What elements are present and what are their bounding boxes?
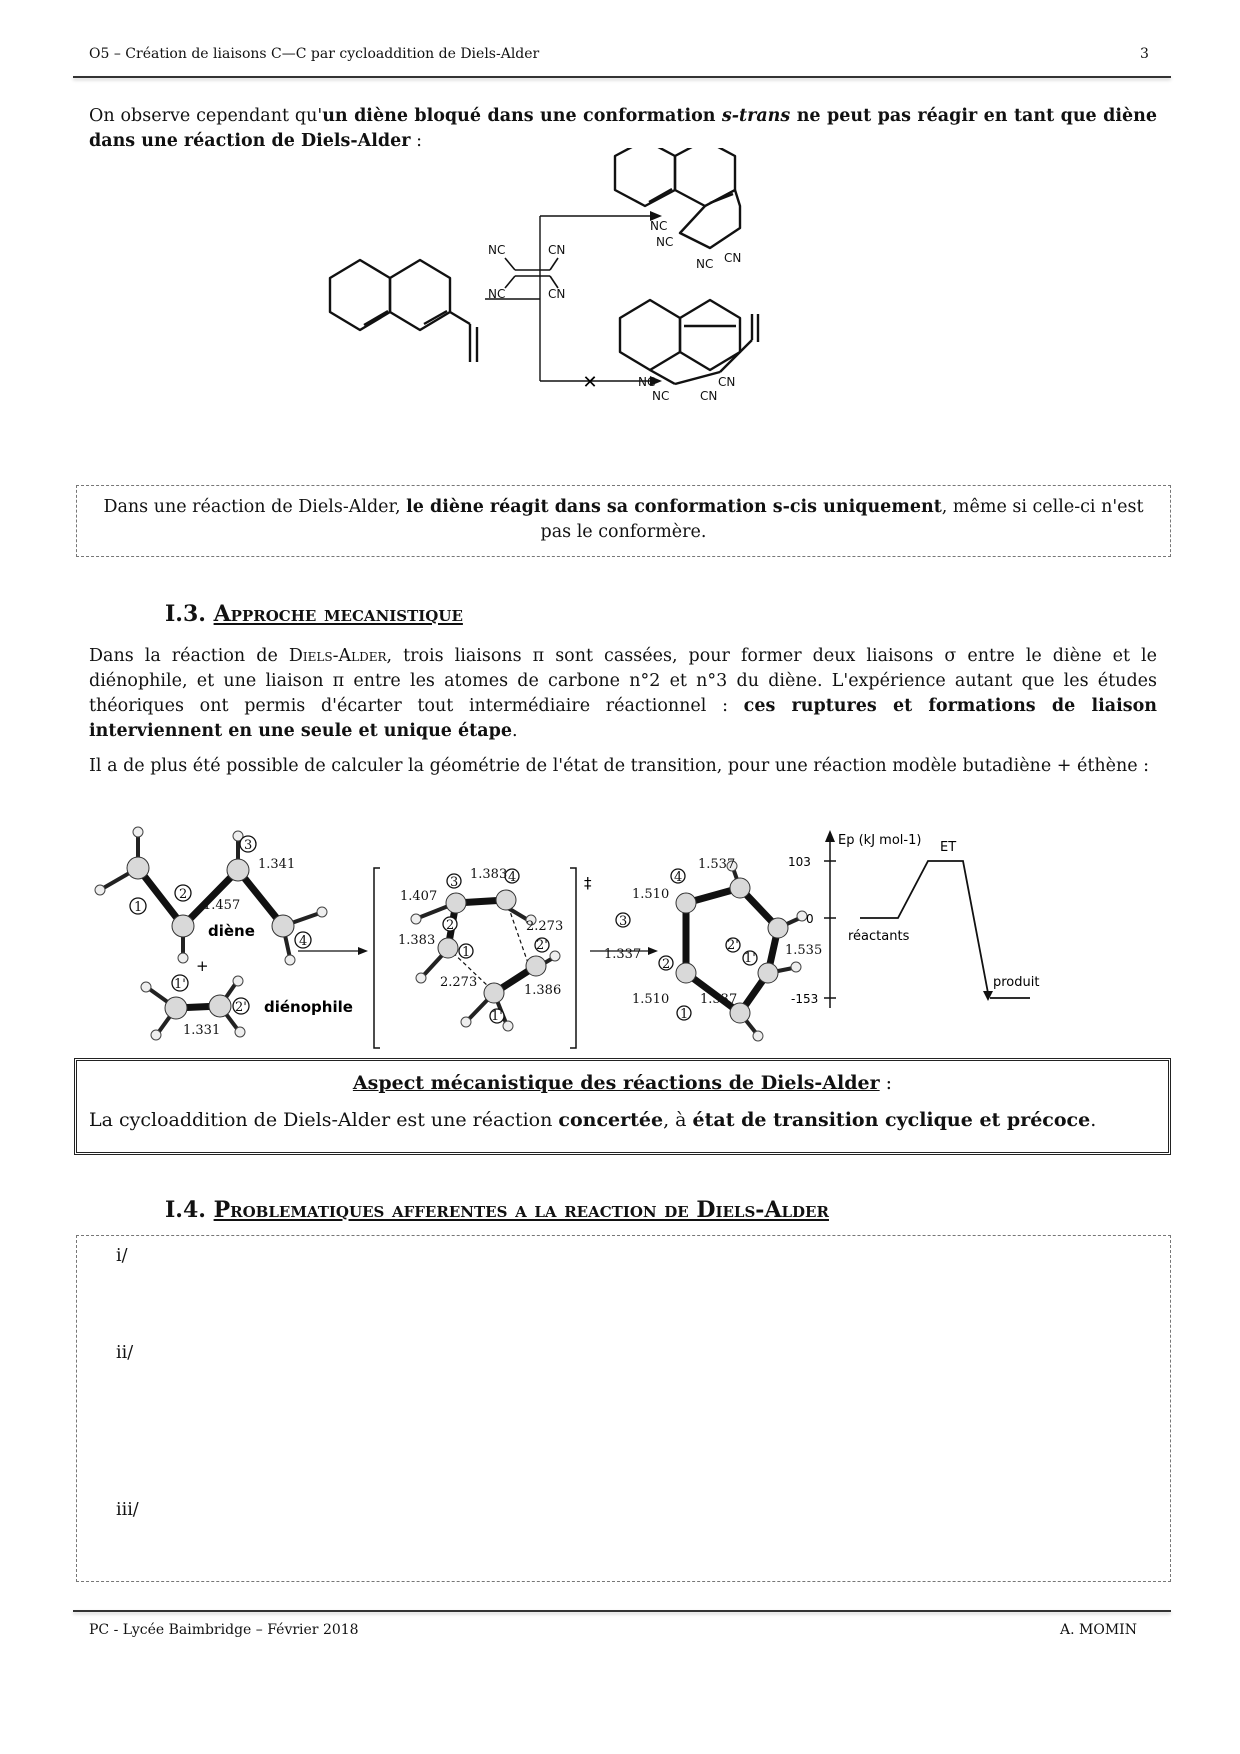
svg-text:2: 2 [446,918,455,933]
transition-state-model [398,867,563,1031]
svg-text:NC: NC [638,375,656,389]
svg-text:3: 3 [619,914,628,929]
svg-text:1.383: 1.383 [470,867,508,882]
svg-text:ET: ET [940,840,957,855]
svg-text:NC: NC [696,257,714,271]
svg-text:4: 4 [508,870,517,885]
s-trans-diene-structure [330,260,477,362]
svg-text:1.535: 1.535 [785,943,823,958]
svg-text:1.537: 1.537 [698,857,736,872]
problematic-item-1: i/ [116,1246,128,1266]
footer-rule [73,1610,1171,1612]
footer-left: PC - Lycée Baimbridge – Février 2018 [89,1622,359,1638]
ethene-model [141,975,353,1040]
svg-text:CN: CN [548,287,566,301]
svg-text:2.273: 2.273 [440,975,478,990]
svg-text:1': 1' [744,951,756,966]
bottom-product-structure [620,300,758,384]
intro-text-end: : [410,131,422,151]
footer-right: A. MOMIN [1060,1622,1137,1638]
s-cis-conclusion-text: Dans une réaction de Diels-Alder, le diène réagit dans sa conformation s-cis uniquement, même si celle-ci n'est pas le conformère. [103,497,1144,542]
svg-text:1: 1 [134,900,143,915]
svg-text:3: 3 [244,838,253,853]
svg-text:Ep (kJ mol-1): Ep (kJ mol-1) [838,833,922,848]
section-heading-1-4: I.4. Problematiques afferentes a la reaction de Diels-Alder [165,1197,829,1223]
svg-text:2': 2' [536,938,548,953]
intro-bold-italic: s-trans [721,106,791,126]
svg-text:+: + [196,957,209,975]
svg-text:2.273: 2.273 [526,919,564,934]
svg-text:1.510: 1.510 [632,887,670,902]
svg-text:NC: NC [652,389,670,403]
svg-text:1.407: 1.407 [400,889,438,904]
svg-text:CN: CN [718,375,736,389]
problematic-item-3: iii/ [116,1500,139,1520]
mechanism-summary-title: Aspect mécanistique des réactions de Diels-Alder : [352,1072,893,1094]
svg-text:1.537: 1.537 [700,992,738,1007]
svg-text:1.383: 1.383 [398,933,436,948]
cyclohexene-model [604,857,822,1041]
ts-left-bracket [374,868,380,1048]
svg-text:CN: CN [700,389,718,403]
butadiene-model [95,827,327,965]
svg-text:1.341: 1.341 [258,857,296,872]
intro-bold-1: un diène bloqué dans une conformation [322,106,722,126]
svg-text:1.331: 1.331 [183,1023,221,1038]
svg-text:2: 2 [179,887,188,902]
svg-text:‡: ‡ [584,874,592,892]
svg-text:1': 1' [491,1009,503,1024]
svg-text:1.337: 1.337 [604,947,642,962]
energy-profile-diagram [788,830,1039,1008]
svg-text:1.386: 1.386 [524,983,562,998]
header-rule [73,76,1171,78]
svg-text:2': 2' [727,938,739,953]
problematics-box[interactable] [76,1235,1171,1582]
diels-alder-s-trans-scheme [300,148,860,468]
ts-right-bracket [570,868,576,1048]
svg-text:NC: NC [656,235,674,249]
svg-text:1.457: 1.457 [203,898,241,913]
svg-text:1': 1' [174,977,186,992]
svg-text:3: 3 [450,875,459,890]
svg-text:103: 103 [788,855,811,869]
svg-text:2': 2' [235,1000,247,1015]
tcne-reagent [488,243,565,301]
header-title: O5 – Création de liaisons C—C par cycloaddition de Diels-Alder [89,46,540,62]
top-product-structure [615,148,740,248]
section-heading-1-3: I.3. Approche mecanistique [165,601,463,627]
svg-text:NC: NC [488,287,506,301]
svg-text:2: 2 [662,957,671,972]
svg-text:-153: -153 [791,992,819,1006]
mechanism-paragraph: Dans la réaction de Diels-Alder, trois liaisons π sont cassées, pour former deux liaisons σ entre le diène et le diénophile, et une liaison π entre les atomes de carbone n°2 et n°3 du diène. L'expérience autant que les études théoriques ont permis d'écarter tout intermédiaire réactionnel : ces ruptures et formations de liaison interviennent en une seule et unique étape. [89,646,1158,741]
svg-text:diène: diène [208,922,255,940]
svg-text:produit: produit [993,975,1040,990]
svg-text:1: 1 [462,945,471,960]
s-cis-conclusion-box [76,485,1171,557]
svg-text:NC: NC [488,243,506,257]
svg-text:1.510: 1.510 [632,992,670,1007]
svg-text:CN: CN [548,243,566,257]
svg-text:NC: NC [650,219,668,233]
problematic-item-2: ii/ [116,1343,134,1363]
intro-text-start: On observe cependant qu' [89,106,323,126]
transition-state-intro: Il a de plus été possible de calculer la géométrie de l'état de transition, pour une réaction modèle butadiène + éthène : [89,756,1150,776]
mechanism-summary-text: La cycloaddition de Diels-Alder est une réaction concertée, à état de transition cyclique et précoce. [89,1109,1097,1131]
svg-text:réactants: réactants [848,929,910,944]
intro-bold-2: ne peut pas réagir en tant que diène dans une réaction de Diels-Alder [89,106,1157,151]
svg-text:4: 4 [299,934,308,949]
svg-text:0: 0 [806,912,814,926]
intro-paragraph [89,104,1157,154]
svg-text:diénophile: diénophile [264,998,353,1016]
blocked-reaction-mark: ✕ [582,372,598,393]
page-number: 3 [1140,46,1149,62]
svg-text:4: 4 [674,870,683,885]
svg-text:1: 1 [680,1007,689,1022]
transition-state-figure [88,808,1168,1058]
svg-text:CN: CN [724,251,742,265]
mechanism-summary-box [74,1058,1171,1155]
